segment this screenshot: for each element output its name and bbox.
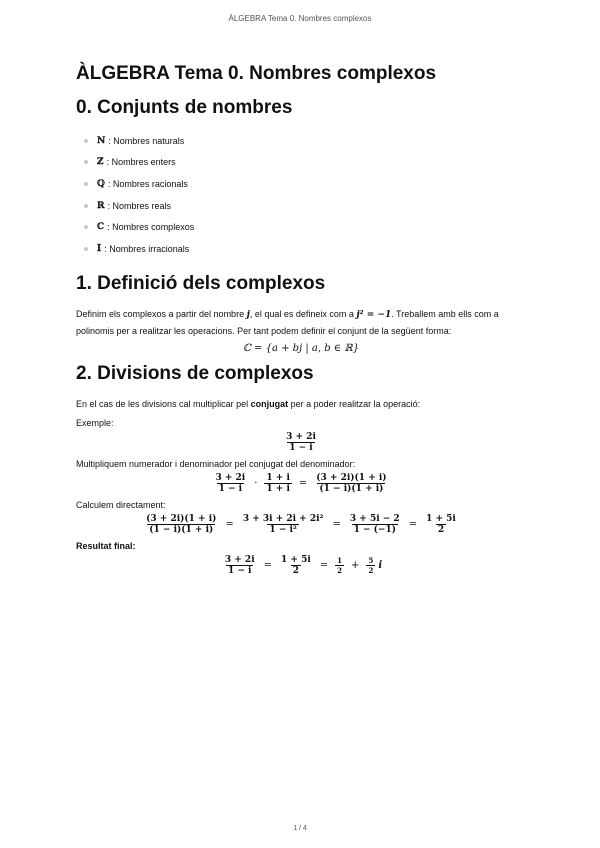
fraction <box>335 556 344 575</box>
multiply-equation <box>76 473 526 494</box>
bullet-icon <box>84 247 88 251</box>
fraction <box>241 514 326 535</box>
operator: = <box>408 518 418 530</box>
running-header: ÀLGEBRA Tema 0. Nombres complexos <box>228 14 372 23</box>
set-symbol: ℚ <box>97 178 105 189</box>
denominator: 1 − i <box>227 565 252 576</box>
set-label: : Nombres naturals <box>108 135 185 146</box>
numerator: 3 + 2i <box>224 554 255 565</box>
list-item <box>84 238 526 260</box>
denominator: (1 − i)(1 + i) <box>149 524 214 535</box>
page-number: 1 / 4 <box>293 825 307 832</box>
denominator: 2 <box>437 524 445 535</box>
result-equation <box>76 555 526 576</box>
set-label: : Nombres complexos <box>107 222 195 233</box>
numerator: (3 + 2i)(1 + i) <box>146 513 217 524</box>
denominator: 1 − i <box>289 442 313 453</box>
set-label: : Nombres reals <box>107 200 172 211</box>
set-symbol: ℕ <box>97 135 106 146</box>
denominator: (1 − i)(1 + i) <box>319 483 384 494</box>
math-inline: j² = −1 <box>356 309 392 320</box>
operator: = <box>319 559 329 571</box>
equation-text: ℂ = {a + bj | a, b ∈ ℝ} <box>242 342 360 354</box>
numerator: 5 <box>368 555 374 565</box>
division-paragraph <box>76 396 526 412</box>
bold-term: conjugat <box>250 398 289 409</box>
bullet-icon <box>84 160 88 164</box>
list-item <box>84 173 526 195</box>
numerator: 1 + 5i <box>426 513 456 524</box>
section-1-heading: 1. Definició dels complexos <box>76 272 326 294</box>
fraction <box>366 556 375 575</box>
fraction <box>284 432 318 453</box>
operator: = <box>298 477 308 489</box>
calculate-label: Calculem directament: <box>76 499 166 510</box>
bullet-icon <box>84 139 88 143</box>
calculate-equation <box>76 514 526 535</box>
denominator: 2 <box>368 565 374 575</box>
denominator: 2 <box>292 565 300 576</box>
denominator: 1 − i² <box>269 524 297 535</box>
denominator: 1 + i <box>266 483 290 494</box>
fraction <box>213 473 247 494</box>
operator: · <box>254 477 258 489</box>
text-run: , el qual es defineix com a <box>249 308 357 319</box>
set-definition-equation <box>76 343 526 354</box>
fraction <box>144 514 218 535</box>
example-label: Exemple: <box>76 417 114 428</box>
set-symbol: ℤ <box>97 157 104 168</box>
example-equation <box>76 432 526 453</box>
set-symbol: ℂ <box>97 222 105 233</box>
text-run: . Treballem amb ells com a polinomis per a realitzar les operacions. Per tant podem definir el conjunt de la següent forma: <box>76 308 499 336</box>
fraction <box>264 473 292 494</box>
numerator: 1 <box>337 555 343 565</box>
text-run: per a poder realitzar la operació: <box>288 398 421 409</box>
numerator: 3 + 2i <box>286 431 316 442</box>
set-label: : Nombres irracionals <box>104 243 190 254</box>
number-sets-list <box>76 130 526 260</box>
numerator: 1 + i <box>266 472 290 483</box>
fraction <box>279 555 313 576</box>
list-item <box>84 195 526 217</box>
denominator: 1 − (−1) <box>353 524 396 535</box>
list-item <box>84 152 526 174</box>
numerator: 3 + 5i − 2 <box>349 513 400 524</box>
set-symbol: 𝕀 <box>97 243 102 254</box>
document-body <box>76 62 526 582</box>
bullet-icon <box>84 204 88 208</box>
math-variable: j <box>246 309 250 320</box>
list-item <box>84 130 526 152</box>
numerator: (3 + 2i)(1 + i) <box>316 472 387 483</box>
fraction <box>223 555 257 576</box>
operator: = <box>225 518 234 530</box>
fraction <box>314 473 388 494</box>
operator: = <box>332 518 341 530</box>
result-label: Resultat final: <box>76 540 136 551</box>
bullet-icon <box>84 182 88 186</box>
fraction <box>424 514 458 535</box>
document-title: ÀLGEBRA Tema 0. Nombres complexos <box>76 63 437 84</box>
imaginary-unit: i <box>378 559 383 571</box>
multiply-label: Multipliquem numerador i denominador pel conjugat del denominador: <box>76 458 356 469</box>
text-run: En el cas de les divisions cal multiplicar pel <box>76 398 251 409</box>
numerator: 1 + 5i <box>281 554 311 565</box>
denominator: 1 − i <box>218 483 243 494</box>
set-symbol: ℝ <box>97 200 105 211</box>
numerator: 3 + 2i <box>215 472 246 483</box>
set-label: : Nombres enters <box>106 157 176 168</box>
fraction <box>348 514 402 535</box>
section-2-heading: 2. Divisions de complexos <box>76 362 314 384</box>
operator: = <box>263 559 273 571</box>
operator: + <box>351 559 360 571</box>
denominator: 2 <box>337 565 343 575</box>
numerator: 3 + 3i + 2i + 2i² <box>242 513 324 524</box>
list-item <box>84 216 526 238</box>
set-label: : Nombres racionals <box>107 178 188 189</box>
text-run: Definim els complexos a partir del nombre <box>76 308 247 319</box>
definition-paragraph <box>76 306 526 339</box>
section-0-heading: 0. Conjunts de nombres <box>76 97 293 118</box>
bullet-icon <box>84 225 88 229</box>
